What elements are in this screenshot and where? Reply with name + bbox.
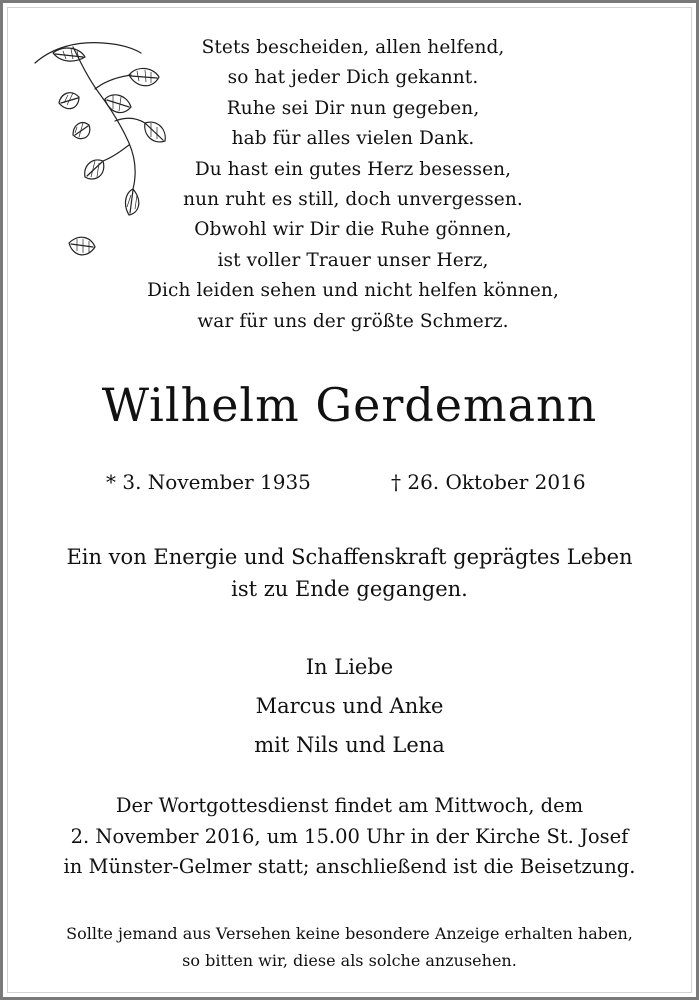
poem-line: nun ruht es still, doch unvergessen. <box>183 189 523 211</box>
life-statement <box>3 541 696 605</box>
poem-line: Stets bescheiden, allen helfend, <box>201 37 505 58</box>
mourners-names: mit Nils und Lena <box>254 733 445 757</box>
birth-date: * 3. November 1935 <box>106 470 311 494</box>
service-line: in Münster-Gelmer statt; anschließend ist die Beisetzung. <box>63 855 636 878</box>
notice-line: Sollte jemand aus Versehen keine besondere Anzeige erhalten haben, <box>66 924 633 943</box>
poem-line: ist voller Trauer unser Herz, <box>217 249 489 271</box>
poem-line: Du hast ein gutes Herz besessen, <box>194 158 512 180</box>
notice-line: so bitten wir, diese als solche anzusehen. <box>182 951 517 970</box>
poem-line: Obwohl wir Dir die Ruhe gönnen, <box>194 219 512 241</box>
poem-line: Ruhe sei Dir nun gegeben, <box>226 97 480 119</box>
closing-notice <box>3 920 696 974</box>
poem-line: so hat jeder Dich gekannt. <box>227 67 479 89</box>
mourners-names: Marcus und Anke <box>255 694 444 718</box>
life-line: ist zu Ende gegangen. <box>231 577 468 601</box>
death-date: † 26. Oktober 2016 <box>391 470 586 494</box>
service-line: Der Wortgottesdienst findet am Mittwoch, dem <box>115 794 584 817</box>
service-line: 2. November 2016, um 15.00 Uhr in der Kirche St. Josef <box>70 824 629 848</box>
mourners-intro: In Liebe <box>305 655 394 679</box>
service-announcement <box>3 791 696 883</box>
mourners <box>3 648 696 765</box>
memorial-poem <box>103 33 603 337</box>
deceased-name: Wilhelm Gerdemann <box>101 378 598 432</box>
life-line: Ein von Energie und Schaffenskraft geprägtes Leben <box>66 545 633 569</box>
poem-line: hab für alles vielen Dank. <box>231 128 475 150</box>
poem-line: war für uns der größte Schmerz. <box>197 310 509 332</box>
poem-line: Dich leiden sehen und nicht helfen können, <box>147 280 559 302</box>
